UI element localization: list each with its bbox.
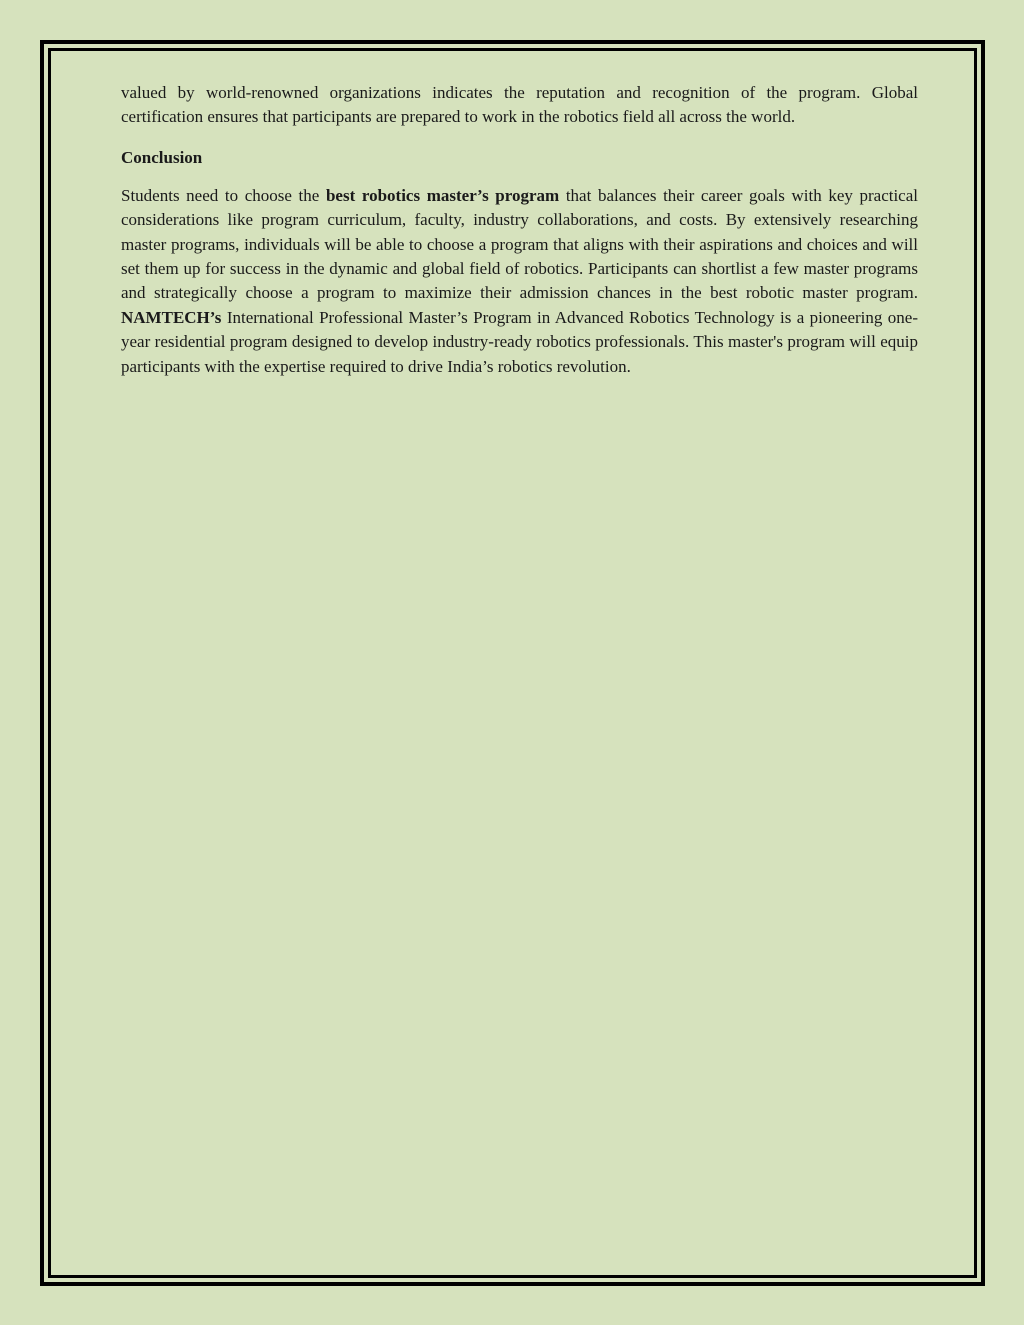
document-body	[121, 81, 918, 379]
conclusion-heading: Conclusion	[121, 147, 203, 167]
conclusion-text-2: that balances their career goals with key practical considerations like program curriculum, faculty, industry collaborations, and costs. By extensively researching master programs, individuals will be able to choose a program that aligns with their aspirations and choices and will set them up for success in the dynamic and global field of robotics. Participants can shortlist a few master programs and strategically choose a program to maximize their admission chances in the best robotic master program.	[121, 185, 918, 303]
intro-paragraph: valued by world-renowned organizations indicates the reputation and recognition of the program. Global certification ensures that participants are prepared to work in the robotics field all across the world.	[121, 83, 918, 127]
conclusion-paragraph	[121, 184, 918, 379]
conclusion-text-3: International Professional Master’s Program in Advanced Robotics Technology is a pioneering one-year residential program designed to develop industry-ready robotics professionals. This master's program will equip participants with the expertise required to drive India’s robotics revolution.	[121, 307, 918, 376]
best-robotics-program-emphasis: best robotics master’s program	[325, 185, 560, 205]
namtech-emphasis: NAMTECH’s	[121, 307, 222, 327]
conclusion-text-1: Students need to choose the	[121, 185, 326, 205]
